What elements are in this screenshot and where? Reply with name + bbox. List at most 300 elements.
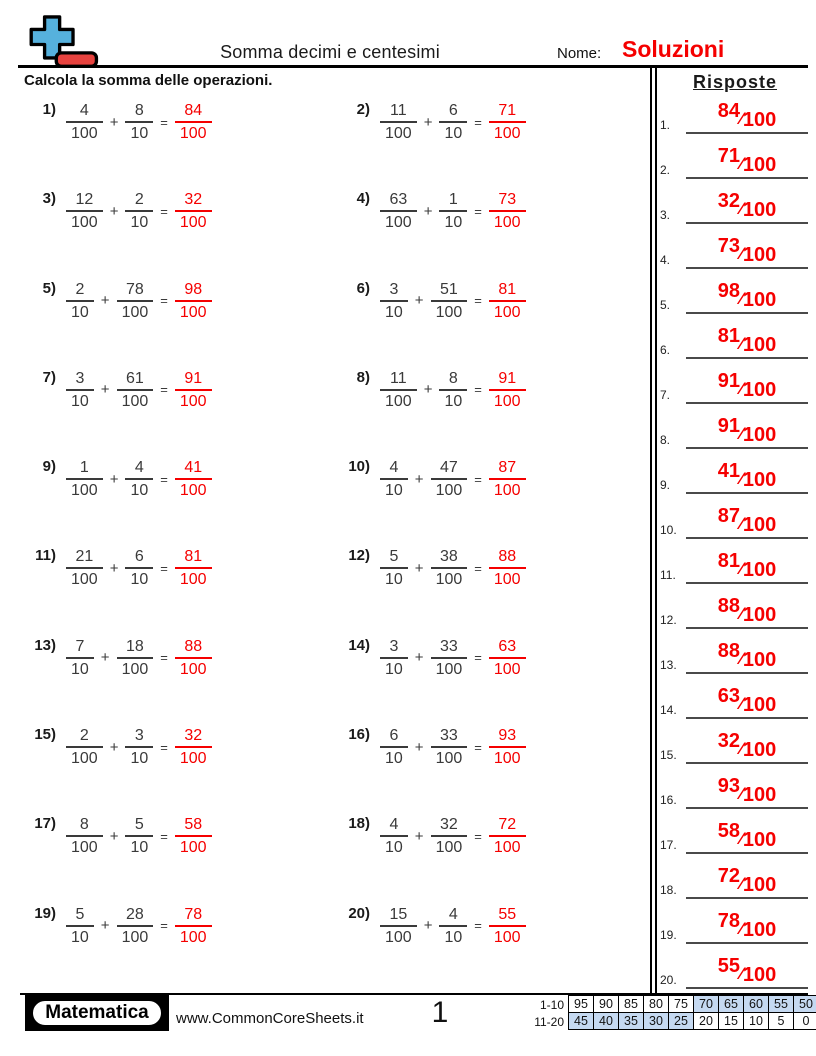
name-value-soluzioni: Soluzioni [622, 36, 725, 62]
fraction-one [380, 815, 408, 857]
problem-label: 9) [42, 458, 56, 476]
problem-row [334, 452, 648, 501]
answer-list-item [658, 317, 814, 362]
answer-value-numerator: 87 [717, 505, 741, 527]
problems-grid [20, 95, 648, 990]
answer-value-slash: ⁄ [740, 604, 743, 623]
fraction-two-numerator: 18 [117, 637, 154, 659]
answer-item-value [686, 325, 808, 357]
answer-value-denominator: 100 [742, 694, 777, 716]
score-cell: 60 [743, 995, 769, 1013]
answer-value-slash: ⁄ [740, 334, 743, 353]
fraction-one-numerator: 63 [380, 190, 417, 212]
answer-item-value [686, 550, 808, 582]
plus-operator: + [414, 470, 424, 488]
answer-list-item [658, 542, 814, 587]
answer-value-denominator: 100 [742, 559, 777, 581]
answer-denominator: 100 [179, 392, 207, 410]
answer-denominator: 100 [179, 571, 207, 589]
answer-fraction [489, 547, 526, 589]
score-cell: 50 [793, 995, 816, 1013]
answer-item-number: 14. [660, 703, 677, 717]
answer-value-numerator: 71 [717, 145, 741, 167]
answer-value-slash: ⁄ [740, 919, 743, 938]
score-cell: 70 [693, 995, 719, 1013]
answer-fraction [489, 458, 526, 500]
answer-item-number: 16. [660, 793, 677, 807]
answer-numerator: 81 [175, 547, 212, 569]
answer-value-numerator: 78 [717, 910, 741, 932]
plus-operator: + [109, 738, 119, 756]
fraction-two-numerator: 78 [117, 280, 154, 302]
answer-item-value [686, 910, 808, 942]
answer-denominator: 100 [493, 928, 521, 946]
answers-list [658, 92, 814, 992]
plus-operator: + [100, 649, 110, 667]
answer-fraction [175, 280, 212, 322]
fraction-one-denominator: 100 [385, 928, 412, 946]
answer-value-numerator: 41 [717, 460, 741, 482]
fraction-one-denominator: 10 [71, 303, 89, 321]
answer-numerator: 88 [489, 547, 526, 569]
score-cell: 5 [768, 1012, 794, 1030]
answer-item-number: 3. [660, 208, 671, 222]
answer-value-denominator: 100 [742, 649, 777, 671]
answer-value-numerator: 98 [717, 280, 741, 302]
fraction-one-numerator: 15 [380, 905, 417, 927]
equals-sign: = [160, 293, 168, 309]
answer-value-numerator: 32 [717, 730, 741, 752]
answer-item-value [686, 640, 808, 672]
fraction-two-numerator: 5 [125, 815, 153, 837]
fraction-one-denominator: 10 [71, 928, 89, 946]
answer-item-number: 20. [660, 973, 677, 987]
plus-operator: + [100, 381, 110, 399]
answers-title: Risposte [692, 72, 778, 92]
answer-list-item [658, 722, 814, 767]
answer-blank-line [686, 357, 808, 359]
answer-value-numerator: 73 [717, 235, 741, 257]
fraction-one-numerator: 6 [380, 726, 408, 748]
answer-fraction [175, 905, 212, 947]
equals-sign: = [160, 828, 168, 844]
answer-numerator: 91 [489, 369, 526, 391]
answer-item-number: 19. [660, 928, 677, 942]
fraction-one [66, 905, 94, 947]
score-cell: 80 [643, 995, 669, 1013]
answer-numerator: 32 [175, 190, 212, 212]
answer-item-number: 9. [660, 478, 671, 492]
fraction-two-denominator: 10 [130, 214, 149, 232]
fraction-one-denominator: 10 [385, 750, 403, 768]
fraction-two-denominator: 100 [121, 928, 149, 946]
equals-sign: = [474, 293, 482, 309]
fraction-one-numerator: 8 [66, 815, 103, 837]
problem-row [20, 899, 334, 948]
answer-blank-line [686, 537, 808, 539]
fraction-one-numerator: 4 [380, 458, 408, 480]
answer-numerator: 72 [489, 815, 526, 837]
fraction-two [117, 280, 154, 322]
answer-item-number: 8. [660, 433, 671, 447]
plus-operator: + [109, 559, 119, 577]
fraction-one-denominator: 10 [385, 571, 403, 589]
fraction-one [66, 815, 103, 857]
fraction-one [66, 547, 103, 589]
answer-numerator: 32 [175, 726, 212, 748]
fraction-two [117, 637, 154, 679]
plus-operator: + [109, 113, 119, 131]
fraction-two-numerator: 33 [431, 637, 468, 659]
answer-value-slash: ⁄ [740, 289, 743, 308]
answer-value-denominator: 100 [742, 154, 777, 176]
answer-numerator: 73 [489, 190, 526, 212]
fraction-one-denominator: 100 [71, 214, 98, 232]
plus-operator: + [109, 202, 119, 220]
answer-fraction [175, 458, 212, 500]
plus-operator: + [100, 917, 110, 935]
score-row-label: 1-10 [539, 997, 564, 1012]
answer-fraction [489, 101, 526, 143]
answer-value-slash: ⁄ [740, 109, 743, 128]
problem-label: 16) [348, 726, 370, 744]
answer-value-slash: ⁄ [740, 964, 743, 983]
answer-list-item [658, 92, 814, 137]
answer-fraction [489, 905, 526, 947]
answers-column [650, 67, 816, 993]
answer-numerator: 78 [175, 905, 212, 927]
fraction-two-numerator: 38 [431, 547, 468, 569]
answer-value-numerator: 81 [717, 550, 741, 572]
answer-denominator: 100 [493, 660, 521, 678]
answer-blank-line [686, 897, 808, 899]
answer-list-item [658, 587, 814, 632]
score-table [528, 996, 816, 1030]
fraction-one-denominator: 10 [71, 392, 89, 410]
answer-fraction [489, 369, 526, 411]
fraction-two-denominator: 10 [444, 928, 463, 946]
answer-value-numerator: 32 [717, 190, 741, 212]
answer-value-denominator: 100 [742, 469, 777, 491]
fraction-one-numerator: 2 [66, 280, 94, 302]
answer-item-value [686, 730, 808, 762]
answer-fraction [175, 637, 212, 679]
fraction-one-denominator: 10 [385, 660, 403, 678]
answer-value-slash: ⁄ [740, 874, 743, 893]
fraction-one-denominator: 100 [385, 125, 412, 142]
fraction-one [66, 458, 103, 500]
fraction-one-denominator: 100 [71, 482, 98, 500]
equals-sign: = [160, 471, 168, 487]
answer-denominator: 100 [493, 303, 521, 321]
answer-denominator: 100 [493, 750, 521, 768]
fraction-one [380, 905, 417, 947]
answer-numerator: 81 [489, 280, 526, 302]
answer-value-numerator: 72 [717, 865, 741, 887]
answer-value-numerator: 93 [717, 775, 741, 797]
fraction-one-numerator: 4 [380, 815, 408, 837]
fraction-two-numerator: 51 [431, 280, 468, 302]
fraction-one-numerator: 5 [66, 905, 94, 927]
fraction-two-numerator: 4 [125, 458, 153, 480]
answer-list-item [658, 362, 814, 407]
equals-sign: = [474, 650, 482, 666]
answer-item-value [686, 145, 808, 177]
fraction-one-numerator: 11 [380, 369, 417, 391]
answer-value-denominator: 100 [742, 514, 777, 536]
fraction-one [380, 637, 408, 679]
answer-item-number: 4. [660, 253, 671, 267]
instruction-text: Calcola la somma delle operazioni. [24, 72, 273, 89]
score-cell: 55 [768, 995, 794, 1013]
answer-list-item [658, 407, 814, 452]
fraction-two-denominator: 100 [435, 750, 463, 768]
answer-value-slash: ⁄ [740, 649, 743, 668]
problem-label: 18) [348, 815, 370, 833]
equals-sign: = [160, 918, 168, 934]
answer-fraction [175, 726, 212, 768]
fraction-two-denominator: 10 [130, 482, 149, 500]
problem-row [334, 363, 648, 412]
fraction-one [380, 458, 408, 500]
answer-value-numerator: 84 [717, 100, 741, 122]
answer-value-slash: ⁄ [740, 469, 743, 488]
fraction-two-numerator: 33 [431, 726, 468, 748]
fraction-two [439, 190, 467, 232]
fraction-two [439, 905, 467, 947]
answer-value-denominator: 100 [742, 784, 777, 806]
fraction-two-denominator: 100 [435, 839, 463, 857]
fraction-two-denominator: 10 [130, 571, 149, 589]
score-row [528, 1013, 816, 1030]
fraction-two-numerator: 32 [431, 815, 468, 837]
answer-denominator: 100 [179, 750, 207, 768]
score-cell: 25 [668, 1012, 694, 1030]
answer-list-item [658, 452, 814, 497]
problem-row [334, 274, 648, 323]
answer-item-number: 12. [660, 613, 677, 627]
answer-item-number: 5. [660, 298, 671, 312]
fraction-two [117, 905, 154, 947]
fraction-one [66, 369, 94, 411]
score-cell: 30 [643, 1012, 669, 1030]
answer-value-slash: ⁄ [740, 424, 743, 443]
answer-item-value [686, 100, 808, 132]
plus-operator: + [423, 202, 433, 220]
answer-value-numerator: 55 [717, 955, 741, 977]
problem-row [20, 452, 334, 501]
answer-numerator: 87 [489, 458, 526, 480]
fraction-two [431, 815, 468, 857]
answer-value-numerator: 91 [717, 370, 741, 392]
fraction-two [125, 101, 153, 143]
answer-list-item [658, 767, 814, 812]
score-cell: 75 [668, 995, 694, 1013]
answer-blank-line [686, 942, 808, 944]
answer-blank-line [686, 762, 808, 764]
answer-value-denominator: 100 [742, 964, 777, 986]
answer-value-denominator: 100 [742, 424, 777, 446]
plus-operator: + [423, 113, 433, 131]
answer-numerator: 84 [175, 101, 212, 123]
answer-blank-line [686, 177, 808, 179]
answer-value-numerator: 81 [717, 325, 741, 347]
score-cell: 35 [618, 1012, 644, 1030]
fraction-one-numerator: 3 [380, 637, 408, 659]
fraction-one [380, 547, 408, 589]
answer-value-slash: ⁄ [740, 244, 743, 263]
fraction-two-numerator: 8 [439, 369, 467, 391]
answer-blank-line [686, 132, 808, 134]
problem-row [20, 631, 334, 680]
fraction-two-denominator: 100 [435, 660, 463, 678]
fraction-two-denominator: 100 [121, 392, 149, 410]
problem-row [20, 274, 334, 323]
answer-denominator: 100 [179, 928, 207, 946]
problem-row [334, 720, 648, 769]
answer-denominator: 100 [493, 214, 521, 232]
answer-fraction [175, 369, 212, 411]
answer-item-number: 13. [660, 658, 677, 672]
fraction-two-denominator: 10 [444, 214, 463, 232]
answer-blank-line [686, 402, 808, 404]
fraction-two-denominator: 10 [444, 392, 463, 410]
problem-label: 1) [42, 101, 56, 118]
answer-fraction [489, 637, 526, 679]
plus-operator: + [414, 649, 424, 667]
problem-row [334, 809, 648, 858]
fraction-one [66, 190, 103, 232]
fraction-one [66, 637, 94, 679]
answer-list-item [658, 272, 814, 317]
fraction-one-numerator: 3 [66, 369, 94, 391]
equals-sign: = [474, 203, 482, 219]
answer-blank-line [686, 312, 808, 314]
problem-label: 20) [348, 904, 370, 922]
fraction-two-numerator: 4 [439, 905, 467, 927]
answer-numerator: 63 [489, 637, 526, 659]
answer-blank-line [686, 852, 808, 854]
equals-sign: = [160, 114, 168, 130]
answer-list-item [658, 857, 814, 902]
answer-value-slash: ⁄ [740, 514, 743, 533]
fraction-one [66, 280, 94, 322]
answer-denominator: 100 [179, 660, 207, 678]
score-cell: 90 [593, 995, 619, 1013]
answer-item-value [686, 820, 808, 852]
equals-sign: = [160, 650, 168, 666]
answer-item-number: 2. [660, 163, 671, 177]
answer-list-item [658, 677, 814, 722]
problem-row [334, 899, 648, 948]
answer-item-value [686, 190, 808, 222]
score-cell: 85 [618, 995, 644, 1013]
score-cell: 65 [718, 995, 744, 1013]
fraction-one-numerator: 11 [380, 101, 417, 123]
answer-item-value [686, 280, 808, 312]
answer-fraction [175, 101, 212, 143]
answer-list-item [658, 137, 814, 182]
answer-blank-line [686, 987, 808, 989]
answer-item-number: 15. [660, 748, 677, 762]
answer-value-denominator: 100 [742, 919, 777, 941]
answer-numerator: 58 [175, 815, 212, 837]
answer-list-item [658, 947, 814, 992]
fraction-one [380, 101, 417, 143]
equals-sign: = [160, 382, 168, 398]
answer-list-item [658, 812, 814, 857]
answer-item-number: 1. [660, 118, 671, 132]
fraction-two-numerator: 8 [125, 101, 153, 123]
fraction-two-denominator: 10 [130, 839, 149, 857]
problem-label: 17) [34, 815, 56, 833]
problem-row [20, 184, 334, 233]
answer-numerator: 93 [489, 726, 526, 748]
equals-sign: = [160, 739, 168, 755]
answer-blank-line [686, 267, 808, 269]
answer-list-item [658, 182, 814, 227]
fraction-one-numerator: 12 [66, 190, 103, 212]
answer-value-slash: ⁄ [740, 739, 743, 758]
answer-item-value [686, 685, 808, 717]
problem-row [334, 184, 648, 233]
score-cell: 40 [593, 1012, 619, 1030]
equals-sign: = [474, 471, 482, 487]
answer-denominator: 100 [493, 571, 521, 589]
fraction-two-numerator: 47 [431, 458, 468, 480]
problem-row [20, 720, 334, 769]
answer-value-slash: ⁄ [740, 379, 743, 398]
fraction-two [117, 369, 154, 411]
name-label: Nome: [557, 45, 602, 62]
answer-denominator: 100 [493, 125, 521, 142]
fraction-two [439, 101, 467, 143]
answer-item-value [686, 865, 808, 897]
fraction-one [66, 726, 103, 768]
answer-item-value [686, 955, 808, 987]
answer-numerator: 41 [175, 458, 212, 480]
answer-denominator: 100 [179, 303, 207, 321]
answer-value-slash: ⁄ [740, 559, 743, 578]
answer-value-denominator: 100 [742, 244, 777, 266]
fraction-two [431, 280, 468, 322]
answer-blank-line [686, 492, 808, 494]
fraction-two-numerator: 6 [439, 101, 467, 123]
plus-operator: + [423, 917, 433, 935]
answer-blank-line [686, 717, 808, 719]
equals-sign: = [160, 560, 168, 576]
fraction-two [431, 726, 468, 768]
answer-item-value [686, 235, 808, 267]
answer-fraction [489, 726, 526, 768]
problem-label: 14) [348, 636, 370, 654]
answer-item-value [686, 595, 808, 627]
fraction-one-numerator: 3 [380, 280, 408, 302]
fraction-one-denominator: 100 [71, 839, 98, 857]
fraction-one-denominator: 10 [385, 303, 403, 321]
plus-operator: + [414, 292, 424, 310]
answer-fraction [175, 547, 212, 589]
page-number: 1 [431, 996, 449, 1029]
fraction-one-denominator: 100 [71, 750, 98, 768]
score-cell: 95 [568, 995, 594, 1013]
fraction-two-denominator: 100 [435, 571, 463, 589]
fraction-one-numerator: 2 [66, 726, 103, 748]
answer-list-item [658, 497, 814, 542]
equals-sign: = [474, 114, 482, 130]
answer-numerator: 71 [489, 101, 526, 123]
answer-list-item [658, 632, 814, 677]
